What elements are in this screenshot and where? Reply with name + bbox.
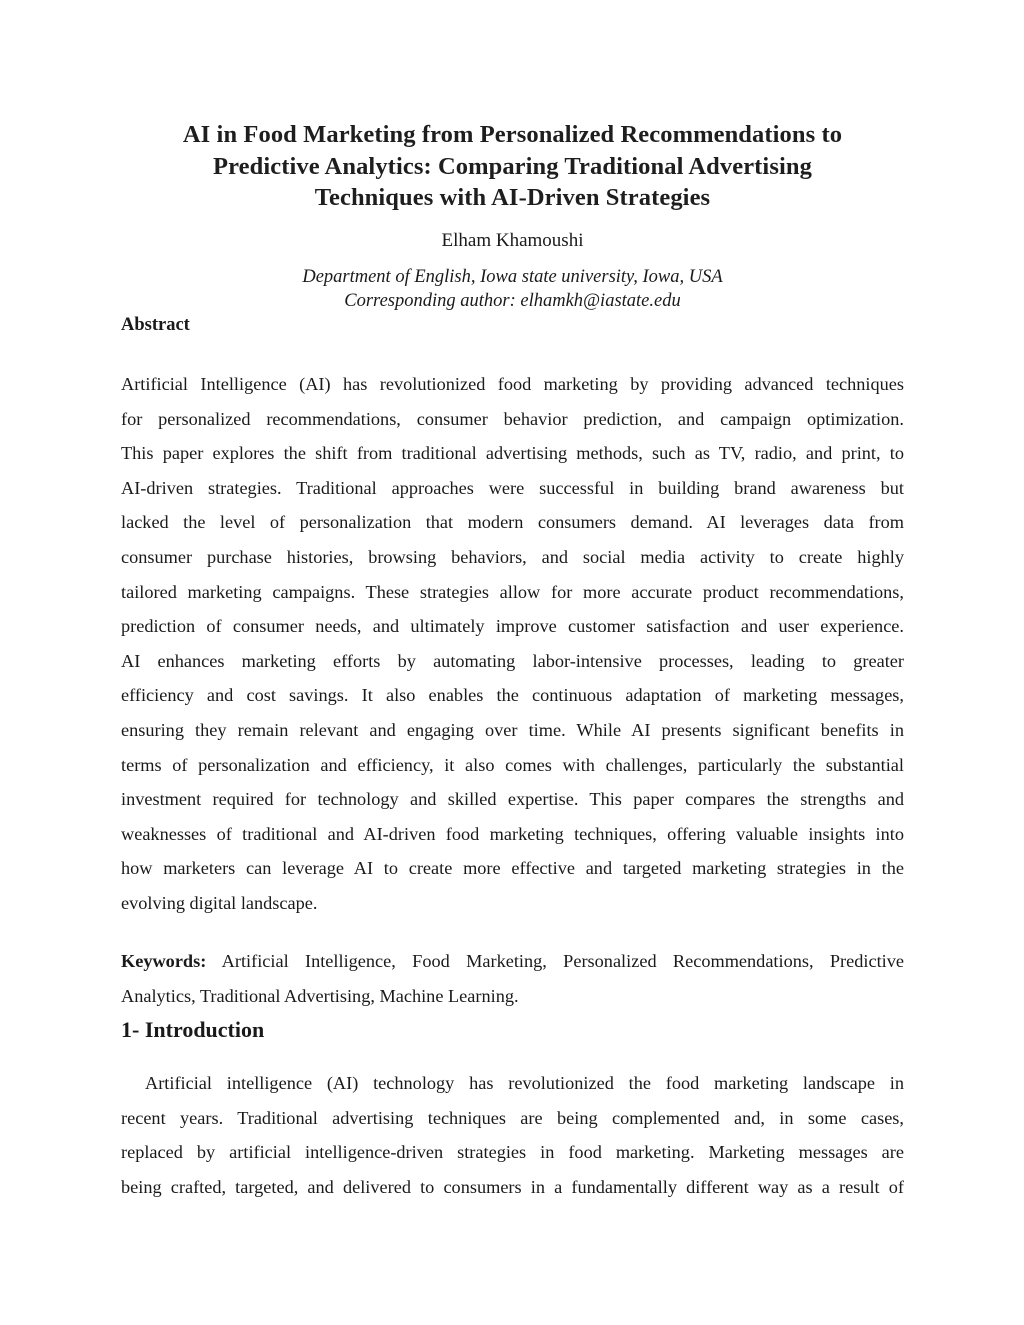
affiliation-line: Department of English, Iowa state university, Iowa, USA <box>302 267 723 287</box>
abstract-line: how marketers can leverage AI to create more effective and targeted marketing strategies in the <box>121 858 904 879</box>
abstract-line: evolving digital landscape. <box>121 892 318 913</box>
intro-line: Artificial intelligence (AI) technology has revolutionized the food marketing landscape in <box>145 1073 904 1093</box>
keywords-block <box>121 944 904 1013</box>
abstract-line: lacked the level of personalization that modern consumers demand. AI leverages data from <box>121 512 904 533</box>
section-heading-introduction: 1- Introduction <box>121 1017 265 1042</box>
abstract-text <box>121 367 904 921</box>
abstract-line: efficiency and cost savings. It also enables the continuous adaptation of marketing messages, <box>121 685 904 706</box>
intro-line: replaced by artificial intelligence-driven strategies in food marketing. Marketing messages are <box>121 1142 904 1163</box>
abstract-line: prediction of consumer needs, and ultimately improve customer satisfaction and user experience. <box>121 616 904 637</box>
abstract-line: AI enhances marketing efforts by automating labor-intensive processes, leading to greater <box>121 650 904 671</box>
title-line: AI in Food Marketing from Personalized Recommendations to <box>182 121 843 148</box>
abstract-line: tailored marketing campaigns. These strategies allow for more accurate product recommendations, <box>121 581 904 602</box>
abstract-line: terms of personalization and efficiency, it also comes with challenges, particularly the substantial <box>121 754 904 775</box>
keywords-list-part-2: Analytics, Traditional Advertising, Machine Learning. <box>121 985 519 1006</box>
keywords-line <box>121 944 904 979</box>
paper-title <box>121 119 904 214</box>
title-line: Techniques with AI-Driven Strategies <box>314 184 711 211</box>
abstract-line: consumer purchase histories, browsing behaviors, and social media activity to create highly <box>121 546 904 567</box>
author-name: Elham Khamoushi <box>441 230 584 251</box>
abstract-line: Artificial Intelligence (AI) has revolutionized food marketing by providing advanced techniques <box>121 374 904 394</box>
author-affiliation <box>121 266 904 313</box>
abstract-line: This paper explores the shift from traditional advertising methods, such as TV, radio, and print, to <box>121 443 904 464</box>
abstract-heading: Abstract <box>121 315 190 335</box>
keywords-label: Keywords: <box>121 951 207 971</box>
abstract-line: ensuring they remain relevant and engaging over time. While AI presents significant benefits in <box>121 719 904 740</box>
abstract-line: for personalized recommendations, consumer behavior prediction, and campaign optimization. <box>121 408 904 429</box>
introduction-text <box>121 1066 904 1204</box>
intro-line: recent years. Traditional advertising techniques are being complemented and, in some cases, <box>121 1107 904 1128</box>
abstract-line: weaknesses of traditional and AI-driven food marketing techniques, offering valuable insights into <box>121 823 904 844</box>
corresponding-author: Corresponding author: elhamkh@iastate.edu <box>344 290 681 311</box>
keywords-list-part-1: Artificial Intelligence, Food Marketing, Personalized Recommendations, Predictive <box>221 951 905 971</box>
title-line: Predictive Analytics: Comparing Traditional Advertising <box>213 152 812 180</box>
intro-line: being crafted, targeted, and delivered to consumers in a fundamentally different way as a result of <box>121 1176 904 1197</box>
abstract-line: investment required for technology and skilled expertise. This paper compares the strengths and <box>121 789 904 810</box>
abstract-line: AI-driven strategies. Traditional approaches were successful in building brand awareness but <box>121 477 904 498</box>
